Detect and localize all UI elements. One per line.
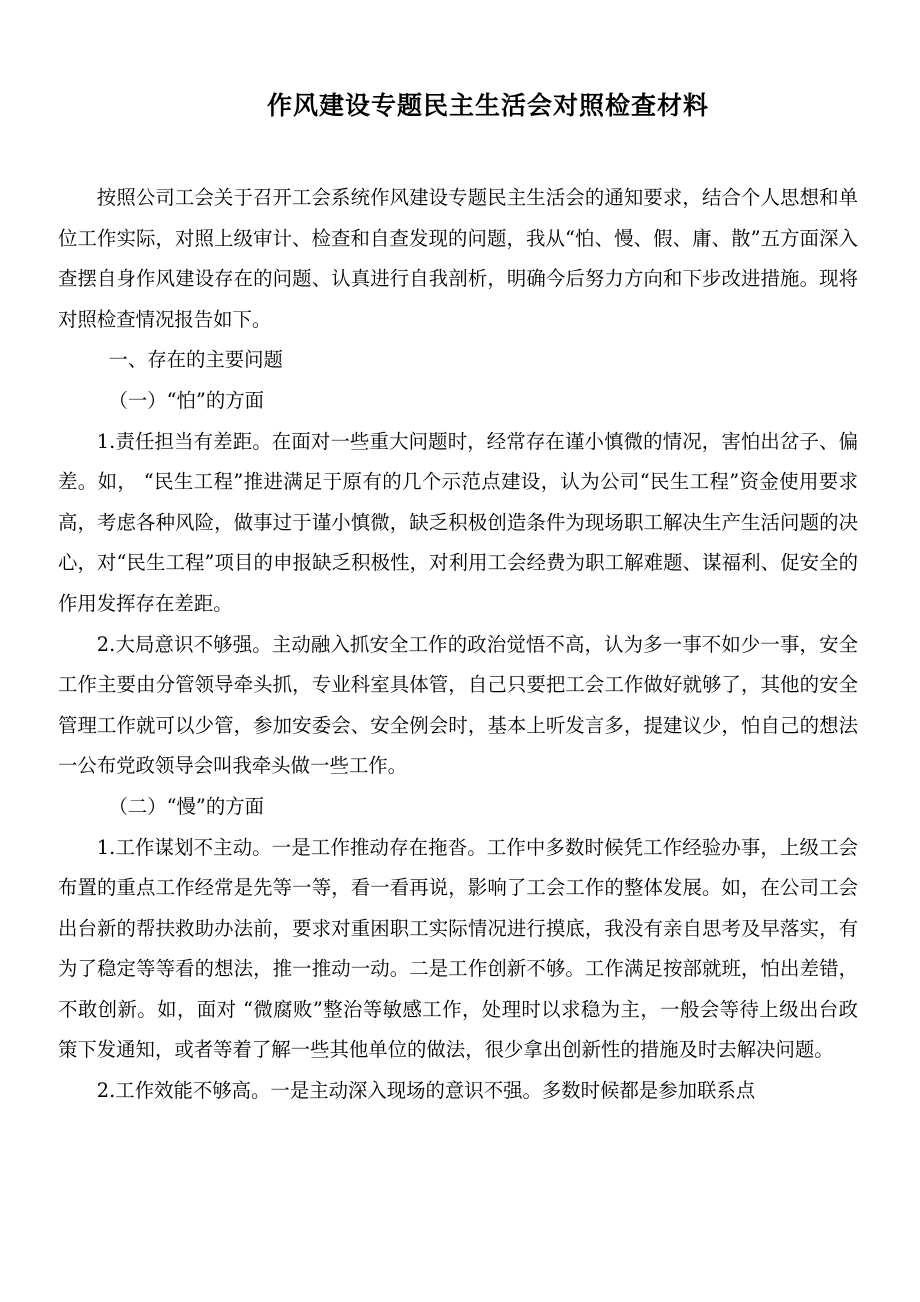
document-title: 作风建设专题民主生活会对照检查材料 [266, 91, 709, 120]
subsection-heading-fear: （一）“怕”的方面 [108, 388, 264, 412]
paragraph-work-efficiency: 2.工作效能不够高。一是主动深入现场的意识不强。多数时候都是参加联系点 [96, 1079, 756, 1103]
paragraph-overall-awareness: 2.大局意识不够强。主动融入抓安全工作的政治觉悟不高，认为多一事不如少一事，安全工作主要由分管领导牵头抓，专业科室具体管，自己只要把工会工作做好就够了，其他的安全管理工作就可以少管，参加安委会、安全例会时，基本上听发言多，提建议少，怕自己的想法一公布党政领导会叫我牵头做一些工作。 [58, 632, 858, 778]
paragraph-work-planning: 1.工作谋划不主动。一是工作推动存在拖沓。工作中多数时候凭工作经验办事，上级工会布置的重点工作经常是先等一等，看一看再说，影响了工会工作的整体发展。如，在公司工会出台新的帮扶救助办法前，要求对重困职工实际情况进行摸底，我没有亲自思考及早落实，有为了稳定等等看的想法，推一推动一动。二是工作创新不够。工作满足按部就班，怕出差错，不敢创新。如，面对 “微腐败”整治等敏感工作，处理时以求稳为主，一般会等待上级出台政策下发通知，或者等着了解一些其他单位的做法，很少拿出创新性的措施及时去解决问题。 [58, 835, 858, 1062]
paragraph-responsibility: 1.责任担当有差距。在面对一些重大问题时，经常存在谨小慎微的情况，害怕出岔子、偏差。如， “民生工程”推进满足于原有的几个示范点建设，认为公司“民生工程”资金使用要求高，考虑各种风险，做事过于谨小慎微，缺乏积极创造条件为现场职工解决生产生活问题的决心，对“民生工程”项目的申报缺乏积极性，对利用工会经费为职工解难题、谋福利、促安全的作用发挥存在差距。 [58, 429, 858, 615]
subsection-heading-slow: （二）“慢”的方面 [108, 794, 264, 818]
section-heading-1: 一、存在的主要问题 [108, 348, 283, 372]
intro-paragraph: 按照公司工会关于召开工会系统作风建设专题民主生活会的通知要求，结合个人思想和单位工作实际，对照上级审计、检查和自查发现的问题，我从“怕、慢、假、庸、散”五方面深入查摆自身作风建设存在的问题、认真进行自我剖析，明确今后努力方向和下步改进措施。现将对照检查情况报告如下。 [58, 186, 858, 331]
document-body [58, 178, 858, 1112]
